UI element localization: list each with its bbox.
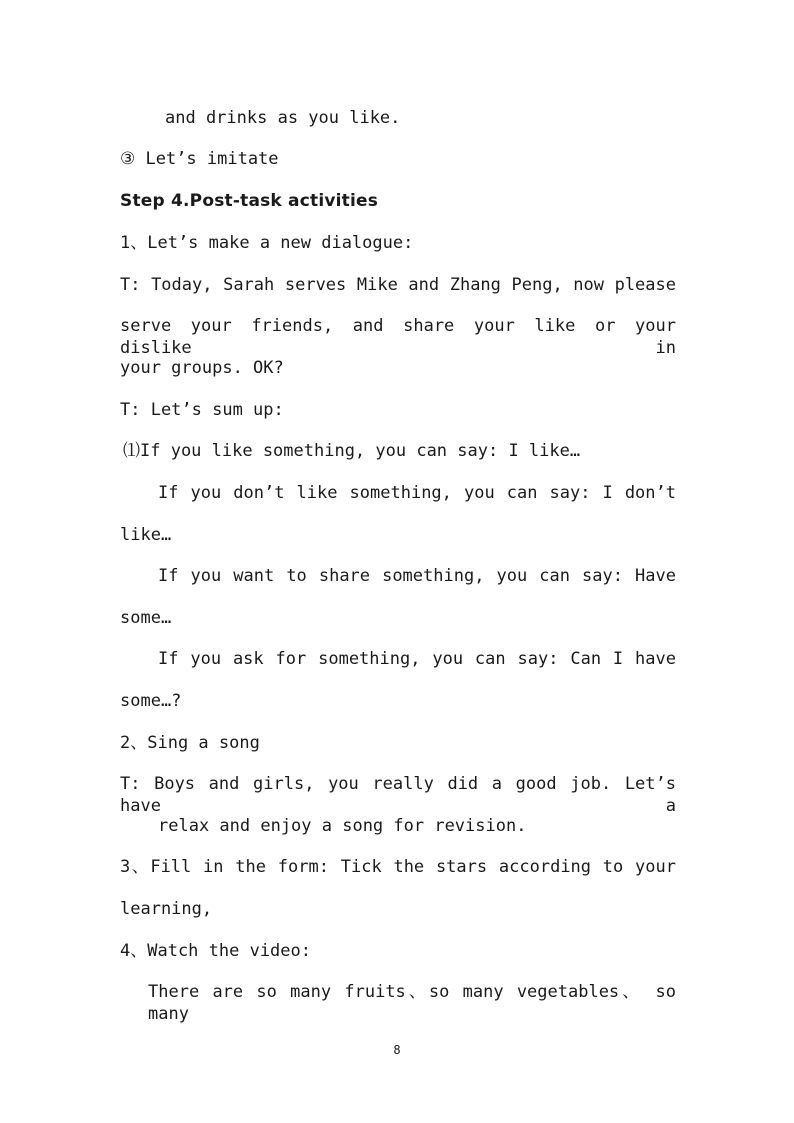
text-line: T: Today, Sarah serves Mike and Zhang Peng, now please bbox=[120, 275, 676, 295]
text-line: There are so many fruits、so many vegetables、 so many bbox=[148, 982, 676, 1024]
text-line: serve your friends, and share your like or your dislike in bbox=[120, 316, 676, 358]
text-line: ⑴If you like something, you can say: I like… bbox=[123, 441, 581, 461]
text-line: ③ Let’s imitate bbox=[120, 149, 279, 169]
text-line: your groups. OK? bbox=[120, 358, 284, 378]
section-heading: Step 4.Post-task activities bbox=[120, 191, 379, 211]
text-line: 3、Fill in the form: Tick the stars according to your bbox=[120, 857, 676, 877]
text-line: If you want to share something, you can say: Have bbox=[158, 566, 676, 586]
text-line: T: Let’s sum up: bbox=[120, 400, 284, 420]
text-line: T: Boys and girls, you really did a good job. Let’s have a bbox=[120, 774, 676, 816]
text-line: and drinks as you like. bbox=[165, 108, 401, 128]
text-line: some… bbox=[120, 608, 172, 628]
text-line: some…? bbox=[120, 691, 182, 711]
text-line: 2、Sing a song bbox=[120, 733, 260, 753]
text-line: If you don’t like something, you can say: I don’t bbox=[158, 483, 676, 503]
text-line: 1、Let’s make a new dialogue: bbox=[120, 233, 414, 253]
page-number: 8 bbox=[393, 1043, 401, 1057]
text-line: learning, bbox=[120, 899, 213, 919]
text-line: like… bbox=[120, 525, 172, 545]
text-line: relax and enjoy a song for revision. bbox=[158, 816, 527, 836]
text-line: 4、Watch the video: bbox=[120, 941, 311, 961]
text-line: If you ask for something, you can say: Can I have bbox=[158, 649, 676, 669]
